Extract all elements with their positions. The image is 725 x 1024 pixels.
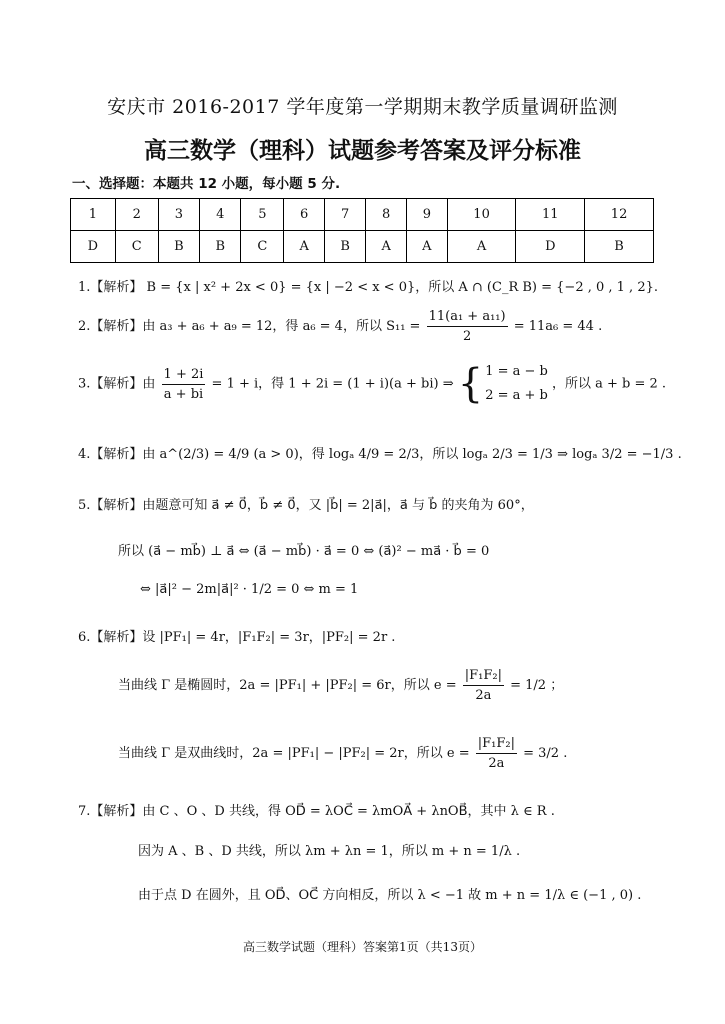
solution-6-line-2-numerator: |F₁F₂| (463, 666, 504, 686)
solution-6-line-2-fraction (463, 666, 504, 705)
page-footer: 高三数学试题（理科）答案第1页（共13页） (243, 940, 482, 954)
solution-3-fraction (162, 365, 206, 404)
answer-cell: D (516, 231, 585, 263)
question-number-cell: 3 (158, 199, 199, 231)
answer-cell: D (71, 231, 116, 263)
answer-cell: A (366, 231, 407, 263)
solution-2-fraction (427, 307, 508, 346)
solution-3-eq1: 1 = a − b (485, 364, 548, 379)
document-title: 安庆市 2016-2017 学年度第一学期期末教学质量调研监测 (107, 96, 618, 118)
document-subtitle: 高三数学（理科）试题参考答案及评分标准 (144, 138, 581, 164)
left-brace: { (457, 361, 484, 407)
question-number-cell: 2 (115, 199, 158, 231)
question-number-cell: 5 (241, 199, 284, 231)
solution-3-denominator: a + bi (163, 386, 204, 402)
answer-cell: A (447, 231, 516, 263)
question-number-cell: 4 (200, 199, 241, 231)
solution-6-line-3 (118, 734, 567, 773)
answer-cell: A (284, 231, 325, 263)
solution-2-numerator: 11(a₁ + a₁₁) (427, 307, 508, 327)
solution-7-line-2: 因为 A 、B 、D 共线，所以 λm + λn = 1，所以 m + n = 1/λ . (138, 844, 521, 859)
solution-4: 4.【解析】由 a^(2/3) = 4/9 (a > 0)，得 logₐ 4/9 = 2/3，所以 logₐ 2/3 = 1/3 ⇒ logₐ 3/2 = −1/3 . (78, 447, 682, 462)
solution-6-line-3-numerator: |F₁F₂| (476, 734, 517, 754)
solution-3-system (485, 360, 548, 408)
question-number-cell: 11 (516, 199, 585, 231)
answer-table (70, 198, 654, 263)
question-number-cell: 7 (324, 199, 365, 231)
solution-6-line-2-post: = 1/2 ； (510, 678, 564, 693)
solution-5-line-3: ⇔ |a⃗|² − 2m|a⃗|² · 1/2 = 0 ⇔ m = 1 (140, 582, 359, 597)
question-number-cell: 1 (71, 199, 116, 231)
solution-3-eq2: 2 = a + b (485, 388, 548, 403)
answer-table-answer-row (71, 231, 654, 263)
solution-6-line-2-denominator: 2a (475, 688, 492, 703)
solution-6-line-2-pre: 当曲线 Γ 是椭圆时，2a = |PF₁| + |PF₂| = 6r，所以 e = (118, 678, 457, 693)
question-number-cell: 6 (284, 199, 325, 231)
answer-cell: C (115, 231, 158, 263)
solution-5-line-1: 5.【解析】由题意可知 a⃗ ≠ 0⃗，b⃗ ≠ 0⃗，又 |b⃗| = 2|a⃗|，a⃗ 与 b⃗ 的夹角为 60°， (78, 498, 534, 513)
answer-cell: B (585, 231, 654, 263)
solution-6-line-3-denominator: 2a (488, 756, 505, 771)
solution-6-line-3-pre: 当曲线 Γ 是双曲线时，2a = |PF₁| − |PF₂| = 2r，所以 e = (118, 746, 470, 761)
answer-cell: B (200, 231, 241, 263)
solution-3 (78, 360, 666, 408)
solution-7-line-1: 7.【解析】由 C 、O 、D 共线，得 OD⃗ = λOC⃗ = λmOA⃗ + λnOB⃗，其中 λ ∈ R . (78, 804, 555, 819)
answer-cell: C (241, 231, 284, 263)
question-number-cell: 9 (407, 199, 448, 231)
solution-2-denominator: 2 (462, 329, 472, 344)
question-number-cell: 8 (366, 199, 407, 231)
solution-3-mid: = 1 + i，得 1 + 2i = (1 + i)(a + bi) ⇒ (211, 376, 454, 392)
answer-cell: B (324, 231, 365, 263)
question-number-cell: 12 (585, 199, 654, 231)
question-number-cell: 10 (447, 199, 516, 231)
solution-5-line-2: 所以 (a⃗ − mb⃗) ⊥ a⃗ ⇔ (a⃗ − mb⃗) · a⃗ = 0 ⇔ (a⃗)² − ma⃗ · b⃗ = 0 (118, 544, 490, 559)
solution-3-post: ，所以 a + b = 2 . (552, 376, 667, 392)
solution-7-line-3: 由于点 D 在圆外，且 OD⃗、OC⃗ 方向相反，所以 λ < −1 故 m + n = 1/λ ∈ (−1 , 0) . (138, 888, 642, 903)
solution-2-post: = 11a₆ = 44 . (513, 319, 603, 334)
solution-2 (78, 307, 602, 346)
solution-3-numerator: 1 + 2i (162, 365, 206, 385)
solution-6-line-2 (118, 666, 563, 705)
solution-6-line-3-post: = 3/2 . (523, 746, 568, 761)
answer-cell: B (158, 231, 199, 263)
answer-cell: A (407, 231, 448, 263)
solution-6-line-3-fraction (476, 734, 517, 773)
solution-2-pre: 2.【解析】由 a₃ + a₆ + a₉ = 12，得 a₆ = 4，所以 S₁₁ = (78, 319, 421, 334)
answer-table-number-row (71, 199, 654, 231)
section-heading-choice: 一、选择题：本题共 12 小题，每小题 5 分. (72, 176, 341, 192)
solution-1: 1.【解析】 B = {x | x² + 2x < 0} = {x | −2 < x < 0}，所以 A ∩ (C_R B) = {−2 , 0 , 1 , 2}. (78, 280, 658, 295)
solution-6-line-1: 6.【解析】设 |PF₁| = 4r，|F₁F₂| = 3r，|PF₂| = 2r . (78, 630, 396, 645)
solution-3-pre: 3.【解析】由 (78, 376, 156, 392)
